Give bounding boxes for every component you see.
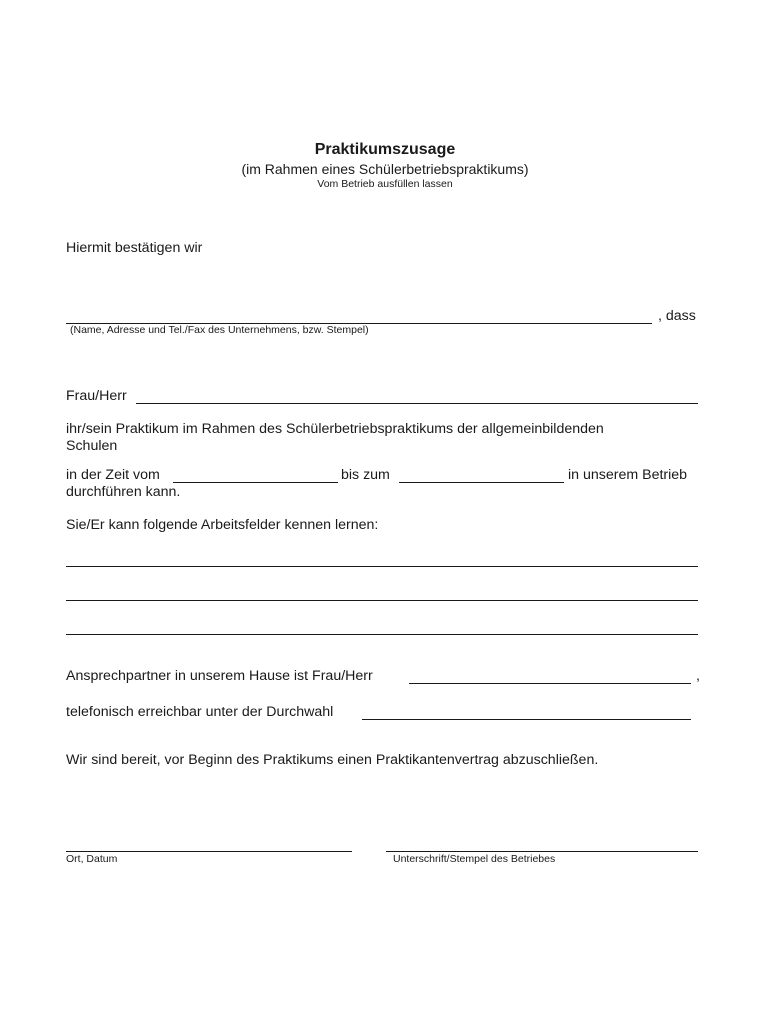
place-date-label: Ort, Datum xyxy=(66,853,118,865)
phone-label: telefonisch erreichbar unter der Durchwahl xyxy=(66,704,334,720)
place-date-line[interactable] xyxy=(66,851,352,852)
signature-stamp-label: Unterschrift/Stempel des Betriebes xyxy=(393,853,556,865)
period-from-label: in der Zeit vom xyxy=(66,467,160,483)
signature-stamp-line[interactable] xyxy=(386,851,698,852)
student-label: Frau/Herr xyxy=(66,388,127,404)
company-hint: (Name, Adresse und Tel./Fax des Unternehmens, bzw. Stempel) xyxy=(70,324,369,336)
document-subtitle: (im Rahmen eines Schülerbetriebspraktikums) xyxy=(241,161,529,177)
phone-extension-line[interactable] xyxy=(362,719,691,720)
contact-person-label: Ansprechpartner in unserem Hause ist Frau/Herr xyxy=(66,668,373,684)
work-field-line-1[interactable] xyxy=(66,566,698,567)
work-fields-label: Sie/Er kann folgende Arbeitsfelder kennen lernen: xyxy=(66,517,379,533)
document-title: Praktikumszusage xyxy=(314,141,456,158)
confirm-text: Hiermit bestätigen wir xyxy=(66,240,203,256)
period-from-line[interactable] xyxy=(173,482,338,483)
work-field-line-3[interactable] xyxy=(66,634,698,635)
praktikum-text-line2: Schulen xyxy=(66,438,118,454)
work-field-line-2[interactable] xyxy=(66,600,698,601)
contact-person-suffix: , xyxy=(696,668,700,684)
fill-instruction: Vom Betrieb ausfüllen lassen xyxy=(317,178,453,190)
period-suffix: in unserem Betrieb xyxy=(568,467,688,483)
period-to-line[interactable] xyxy=(399,482,564,483)
contract-text: Wir sind bereit, vor Beginn des Praktikums einen Praktikantenvertrag abzuschließen. xyxy=(66,752,599,768)
contact-person-line[interactable] xyxy=(409,683,691,684)
company-suffix: , dass xyxy=(658,308,696,324)
praktikum-text-line1: ihr/sein Praktikum im Rahmen des Schülerbetriebspraktikums der allgemeinbildenden xyxy=(66,421,604,437)
period-to-label: bis zum xyxy=(341,467,390,483)
period-line2: durchführen kann. xyxy=(66,484,181,500)
student-name-line[interactable] xyxy=(136,403,698,404)
